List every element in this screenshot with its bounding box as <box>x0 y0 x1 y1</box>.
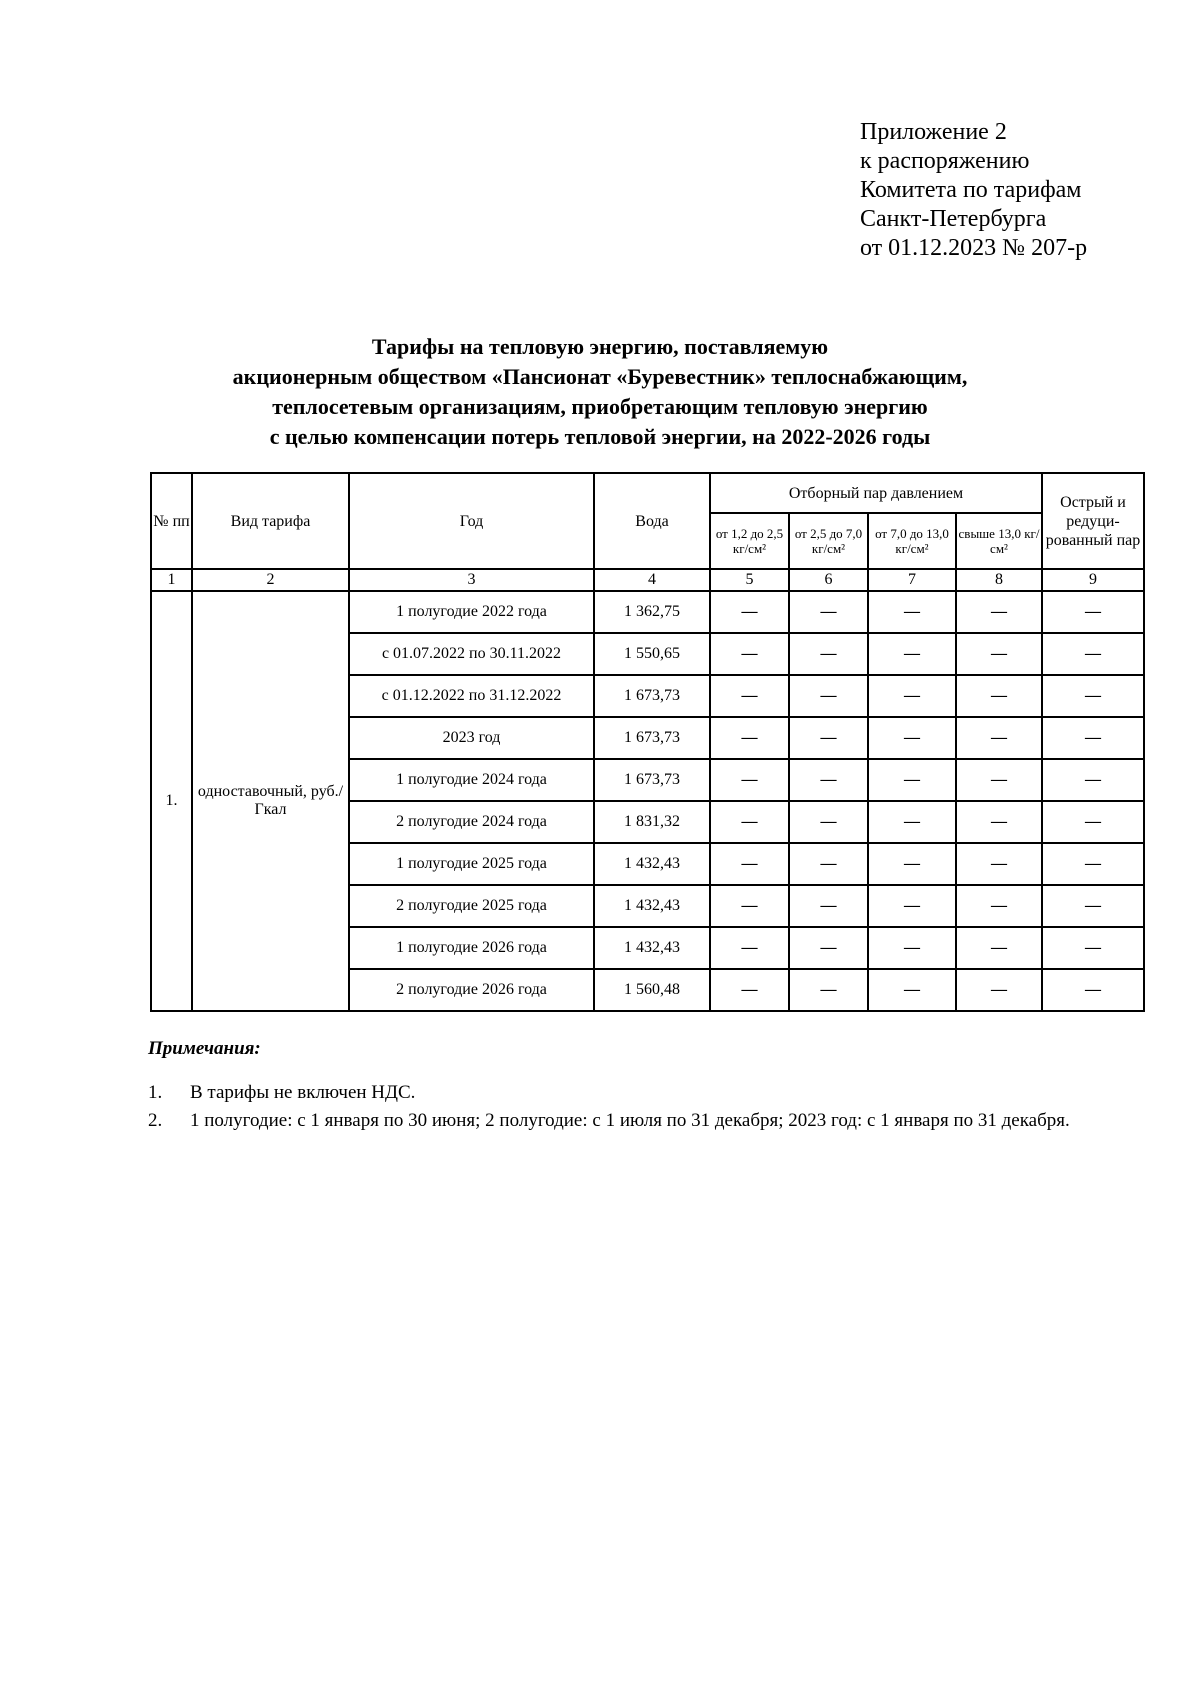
empty-value-cell: — <box>789 927 868 969</box>
header-steam-4: свыше 13,0 кг/см² <box>956 513 1042 569</box>
appendix-line: Санкт-Петербурга <box>860 206 1047 232</box>
title-line: Тарифы на тепловую энергию, поставляемую <box>371 334 829 359</box>
header-year: Год <box>349 473 594 569</box>
period-cell: 1 полугодие 2025 года <box>349 843 594 885</box>
water-tariff-cell: 1 432,43 <box>594 843 710 885</box>
water-tariff-cell: 1 673,73 <box>594 759 710 801</box>
column-number: 9 <box>1042 569 1144 591</box>
tariff-table <box>150 472 1145 1012</box>
period-cell: 1 полугодие 2024 года <box>349 759 594 801</box>
empty-value-cell: — <box>710 843 789 885</box>
header-tariff-type: Вид тарифа <box>192 473 349 569</box>
column-number: 7 <box>868 569 956 591</box>
document-title <box>150 332 1050 452</box>
empty-value-cell: — <box>1042 675 1144 717</box>
row-number-cell: 1. <box>151 591 192 1011</box>
note-number: 1. <box>148 1082 163 1103</box>
empty-value-cell: — <box>710 675 789 717</box>
empty-value-cell: — <box>789 675 868 717</box>
column-number: 4 <box>594 569 710 591</box>
period-cell: 2023 год <box>349 717 594 759</box>
empty-value-cell: — <box>956 969 1042 1011</box>
empty-value-cell: — <box>1042 843 1144 885</box>
header-sharp-steam: Острый и редуци-рованный пар <box>1042 473 1144 569</box>
header-num: № пп <box>151 473 192 569</box>
column-number: 3 <box>349 569 594 591</box>
empty-value-cell: — <box>868 927 956 969</box>
water-tariff-cell: 1 831,32 <box>594 801 710 843</box>
header-steam-2: от 2,5 до 7,0 кг/см² <box>789 513 868 569</box>
period-cell: 2 полугодие 2026 года <box>349 969 594 1011</box>
empty-value-cell: — <box>710 927 789 969</box>
note-item <box>148 1082 415 1104</box>
empty-value-cell: — <box>956 717 1042 759</box>
title-line: акционерным обществом «Пансионат «Буревестник» теплоснабжающим, <box>232 364 968 389</box>
empty-value-cell: — <box>789 759 868 801</box>
table-row <box>151 591 1144 633</box>
note-text: В тарифы не включен НДС. <box>190 1082 416 1103</box>
empty-value-cell: — <box>710 801 789 843</box>
empty-value-cell: — <box>956 759 1042 801</box>
appendix-block <box>860 118 1180 263</box>
appendix-line: Приложение 2 <box>860 119 1007 145</box>
appendix-line: Комитета по тарифам <box>860 177 1082 203</box>
empty-value-cell: — <box>956 927 1042 969</box>
period-cell: с 01.12.2022 по 31.12.2022 <box>349 675 594 717</box>
empty-value-cell: — <box>1042 717 1144 759</box>
empty-value-cell: — <box>1042 969 1144 1011</box>
water-tariff-cell: 1 362,75 <box>594 591 710 633</box>
empty-value-cell: — <box>1042 591 1144 633</box>
header-water: Вода <box>594 473 710 569</box>
water-tariff-cell: 1 432,43 <box>594 885 710 927</box>
header-steam-3: от 7,0 до 13,0 кг/см² <box>868 513 956 569</box>
empty-value-cell: — <box>868 801 956 843</box>
notes-title: Примечания: <box>148 1038 261 1059</box>
empty-value-cell: — <box>868 969 956 1011</box>
empty-value-cell: — <box>956 801 1042 843</box>
empty-value-cell: — <box>710 633 789 675</box>
column-numbers-row <box>151 569 1144 591</box>
empty-value-cell: — <box>868 633 956 675</box>
empty-value-cell: — <box>789 591 868 633</box>
appendix-line: от 01.12.2023 № 207-р <box>860 235 1088 261</box>
column-number: 1 <box>151 569 192 591</box>
period-cell: 2 полугодие 2024 года <box>349 801 594 843</box>
title-line: теплосетевым организациям, приобретающим тепловую энергию <box>272 394 928 419</box>
tariff-type-cell: одноставочный, руб./Гкал <box>192 591 349 1011</box>
water-tariff-cell: 1 432,43 <box>594 927 710 969</box>
empty-value-cell: — <box>1042 885 1144 927</box>
column-number: 8 <box>956 569 1042 591</box>
empty-value-cell: — <box>789 885 868 927</box>
period-cell: 1 полугодие 2026 года <box>349 927 594 969</box>
note-item <box>148 1110 1070 1132</box>
empty-value-cell: — <box>868 591 956 633</box>
empty-value-cell: — <box>1042 801 1144 843</box>
note-text: 1 полугодие: с 1 января по 30 июня; 2 полугодие: с 1 июля по 31 декабря; 2023 год: с 1 января по 31 декабря. <box>190 1110 1070 1131</box>
empty-value-cell: — <box>868 675 956 717</box>
empty-value-cell: — <box>789 843 868 885</box>
column-number: 6 <box>789 569 868 591</box>
water-tariff-cell: 1 673,73 <box>594 675 710 717</box>
appendix-line: к распоряжению <box>860 148 1030 174</box>
header-steam-1: от 1,2 до 2,5 кг/см² <box>710 513 789 569</box>
empty-value-cell: — <box>1042 759 1144 801</box>
column-number: 5 <box>710 569 789 591</box>
period-cell: с 01.07.2022 по 30.11.2022 <box>349 633 594 675</box>
column-number: 2 <box>192 569 349 591</box>
empty-value-cell: — <box>868 885 956 927</box>
empty-value-cell: — <box>956 633 1042 675</box>
title-line: с целью компенсации потерь тепловой энергии, на 2022-2026 годы <box>269 424 931 449</box>
empty-value-cell: — <box>789 717 868 759</box>
note-number: 2. <box>148 1110 163 1131</box>
empty-value-cell: — <box>956 885 1042 927</box>
empty-value-cell: — <box>710 885 789 927</box>
water-tariff-cell: 1 673,73 <box>594 717 710 759</box>
empty-value-cell: — <box>710 759 789 801</box>
empty-value-cell: — <box>1042 927 1144 969</box>
empty-value-cell: — <box>789 801 868 843</box>
empty-value-cell: — <box>1042 633 1144 675</box>
empty-value-cell: — <box>956 675 1042 717</box>
header-steam-group: Отборный пар давлением <box>710 473 1042 513</box>
empty-value-cell: — <box>710 717 789 759</box>
empty-value-cell: — <box>956 591 1042 633</box>
empty-value-cell: — <box>956 843 1042 885</box>
water-tariff-cell: 1 560,48 <box>594 969 710 1011</box>
empty-value-cell: — <box>868 717 956 759</box>
empty-value-cell: — <box>710 969 789 1011</box>
empty-value-cell: — <box>868 759 956 801</box>
empty-value-cell: — <box>868 843 956 885</box>
empty-value-cell: — <box>710 591 789 633</box>
empty-value-cell: — <box>789 633 868 675</box>
period-cell: 1 полугодие 2022 года <box>349 591 594 633</box>
period-cell: 2 полугодие 2025 года <box>349 885 594 927</box>
water-tariff-cell: 1 550,65 <box>594 633 710 675</box>
empty-value-cell: — <box>789 969 868 1011</box>
